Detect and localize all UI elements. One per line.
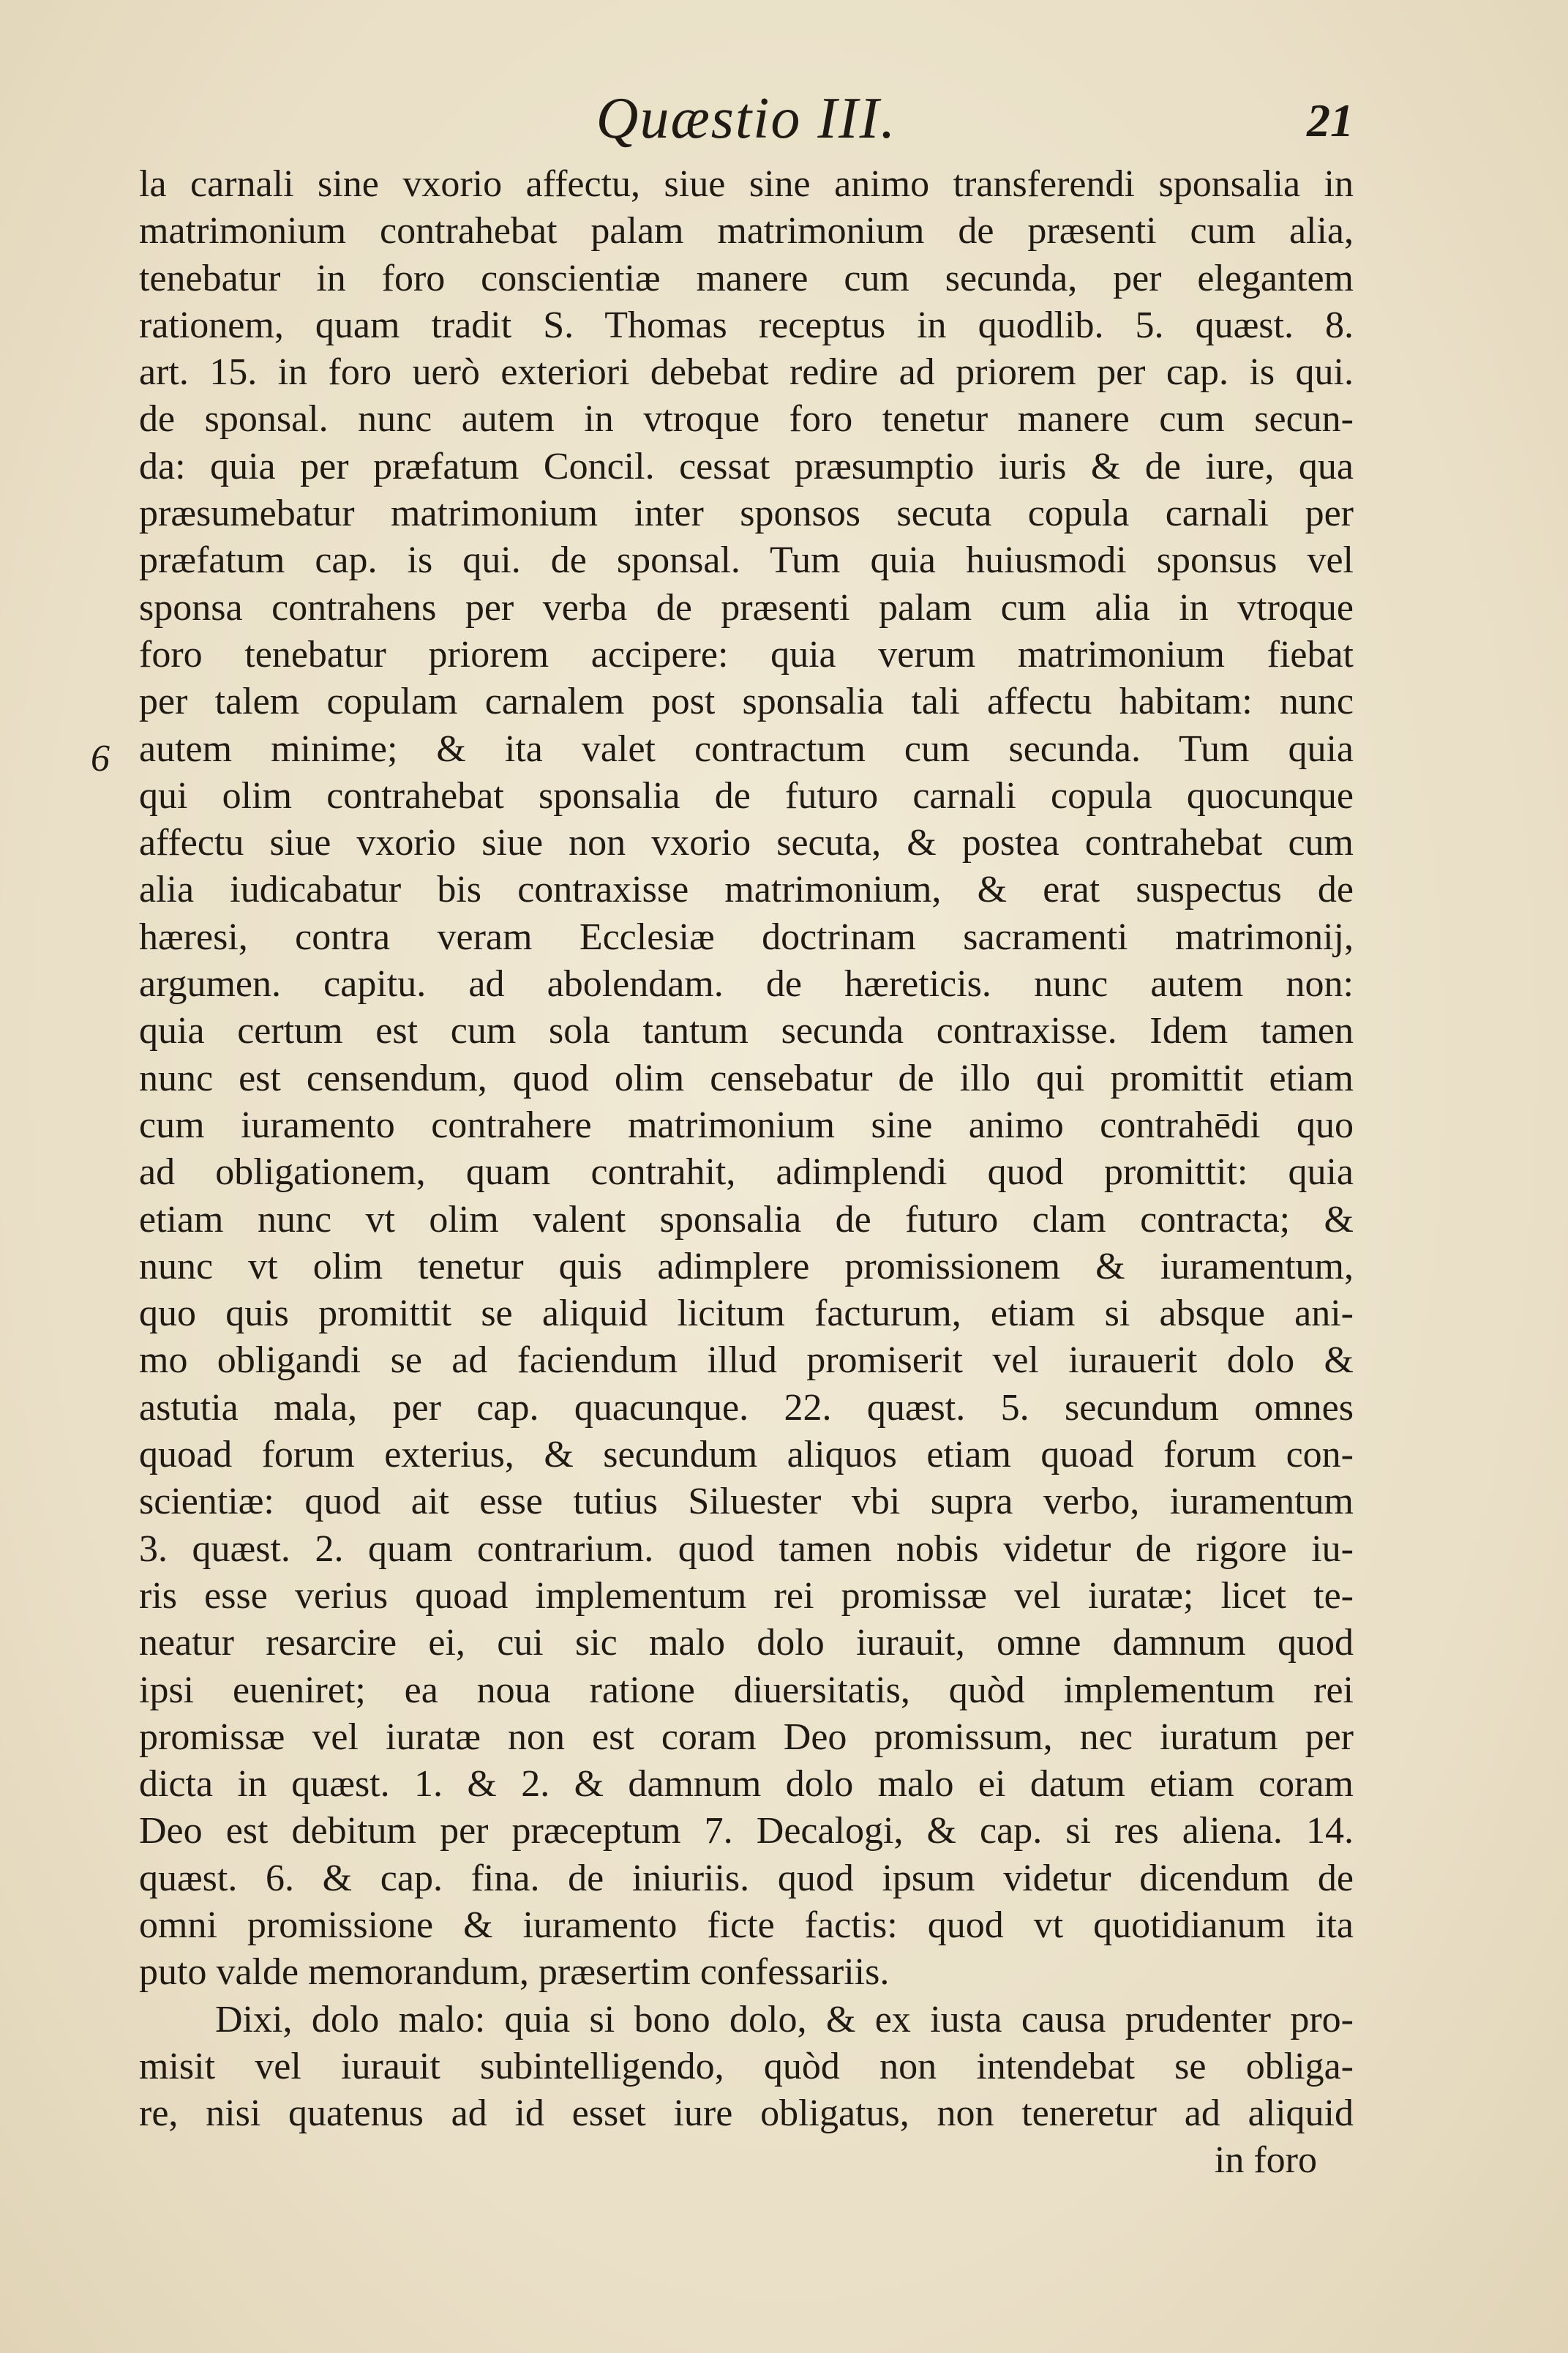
text-line: quia certum est cum sola tantum secunda contraxisse. Idem tamen xyxy=(139,1010,1354,1052)
margin-note: 6 xyxy=(91,738,110,779)
text-line: matrimonium contrahebat palam matrimonium de præsenti cum alia, xyxy=(139,210,1354,252)
text-line: re, nisi quatenus ad id esset iure obligatus, non teneretur ad aliquid xyxy=(139,2092,1354,2135)
text-line: omni promissione & iuramento ficte factis: quod vt quotidianum ita xyxy=(139,1904,1354,1946)
text-line: foro tenebatur priorem accipere: quia verum matrimonium fiebat xyxy=(139,633,1354,676)
text-line: hæresi, contra veram Ecclesiæ doctrinam sacramenti matrimonij, xyxy=(139,916,1354,958)
text-line: ad obligationem, quam contrahit, adimplendi quod promittit: quia xyxy=(139,1151,1354,1194)
text-line: la carnali sine vxorio affectu, siue sine animo transferendi sponsalia in xyxy=(139,163,1354,205)
text-line: nunc vt olim tenetur quis adimplere promissionem & iuramentum, xyxy=(139,1245,1354,1287)
text-line: ris esse verius quoad implementum rei promissæ vel iuratæ; licet te- xyxy=(139,1574,1354,1617)
text-line: alia iudicabatur bis contraxisse matrimonium, & erat suspectus de xyxy=(139,869,1354,911)
page-number: 21 xyxy=(1307,94,1354,146)
text-line: præsumebatur matrimonium inter sponsos secuta copula carnali per xyxy=(139,493,1354,535)
text-line: promissæ vel iuratæ non est coram Deo promissum, nec iuratum per xyxy=(139,1716,1354,1758)
running-title: Quæstio III. xyxy=(596,86,897,151)
body-text xyxy=(139,161,1354,2185)
text-line: per talem copulam carnalem post sponsalia tali affectu habitam: nunc xyxy=(139,681,1354,723)
text-line: tenebatur in foro conscientiæ manere cum secunda, per elegantem xyxy=(139,257,1354,299)
text-line: 3. quæst. 2. quam contrarium. quod tamen nobis videtur de rigore iu- xyxy=(139,1527,1354,1570)
text-line: art. 15. in foro uerò exteriori debebat redire ad priorem per cap. is qui. xyxy=(139,351,1354,394)
text-line: mo obligandi se ad faciendum illud promiserit vel iurauerit dolo & xyxy=(139,1339,1354,1382)
text-line: nunc est censendum, quod olim censebatur de illo qui promittit etiam xyxy=(139,1057,1354,1099)
text-line: argumen. capitu. ad abolendam. de hæreticis. nunc autem non: xyxy=(139,963,1354,1006)
text-line: dicta in quæst. 1. & 2. & damnum dolo malo ei datum etiam coram xyxy=(139,1763,1354,1806)
text-line: da: quia per præfatum Concil. cessat præsumptio iuris & de iure, qua xyxy=(139,445,1354,487)
running-head xyxy=(139,82,1354,162)
text-line: scientiæ: quod ait esse tutius Siluester vbi supra verbo, iuramentum xyxy=(139,1481,1354,1523)
text-line: præfatum cap. is qui. de sponsal. Tum quia huiusmodi sponsus vel xyxy=(139,539,1354,582)
text-line: qui olim contrahebat sponsalia de futuro carnali copula quocunque xyxy=(139,774,1354,817)
text-line: autem minime; & ita valet contractum cum secunda. Tum quia xyxy=(139,727,1354,770)
text-line: quo quis promittit se aliquid licitum facturum, etiam si absque ani- xyxy=(139,1293,1354,1335)
text-line: de sponsal. nunc autem in vtroque foro tenetur manere cum secun- xyxy=(139,398,1354,441)
text-line: Dixi, dolo malo: quia si bono dolo, & ex iusta causa prudenter pro- xyxy=(215,1998,1354,2040)
catchword: in foro xyxy=(1214,2139,1317,2182)
text-line: quæst. 6. & cap. fina. de iniuriis. quod ipsum videtur dicendum de xyxy=(139,1857,1354,1899)
text-line: cum iuramento contrahere matrimonium sine animo contrahēdi quo xyxy=(139,1104,1354,1146)
text-line: rationem, quam tradit S. Thomas receptus in quodlib. 5. quæst. 8. xyxy=(139,304,1354,346)
text-line: affectu siue vxorio siue non vxorio secuta, & postea contrahebat cum xyxy=(139,822,1354,864)
text-line: astutia mala, per cap. quacunque. 22. quæst. 5. secundum omnes xyxy=(139,1386,1354,1429)
text-line: Deo est debitum per præceptum 7. Decalogi, & cap. si res aliena. 14. xyxy=(139,1810,1354,1852)
text-line: quoad forum exterius, & secundum aliquos etiam quoad forum con- xyxy=(139,1434,1354,1476)
text-line: etiam nunc vt olim valent sponsalia de futuro clam contracta; & xyxy=(139,1198,1354,1241)
text-line: misit vel iurauit subintelligendo, quòd non intendebat se obliga- xyxy=(139,2045,1354,2087)
text-line: neatur resarcire ei, cui sic malo dolo iurauit, omne damnum quod xyxy=(139,1622,1354,1664)
text-line: puto valde memorandum, præsertim confessariis. xyxy=(139,1951,890,1994)
text-line: sponsa contrahens per verba de præsenti palam cum alia in vtroque xyxy=(139,586,1354,629)
text-line: ipsi eueniret; ea noua ratione diuersitatis, quòd implementum rei xyxy=(139,1669,1354,1711)
